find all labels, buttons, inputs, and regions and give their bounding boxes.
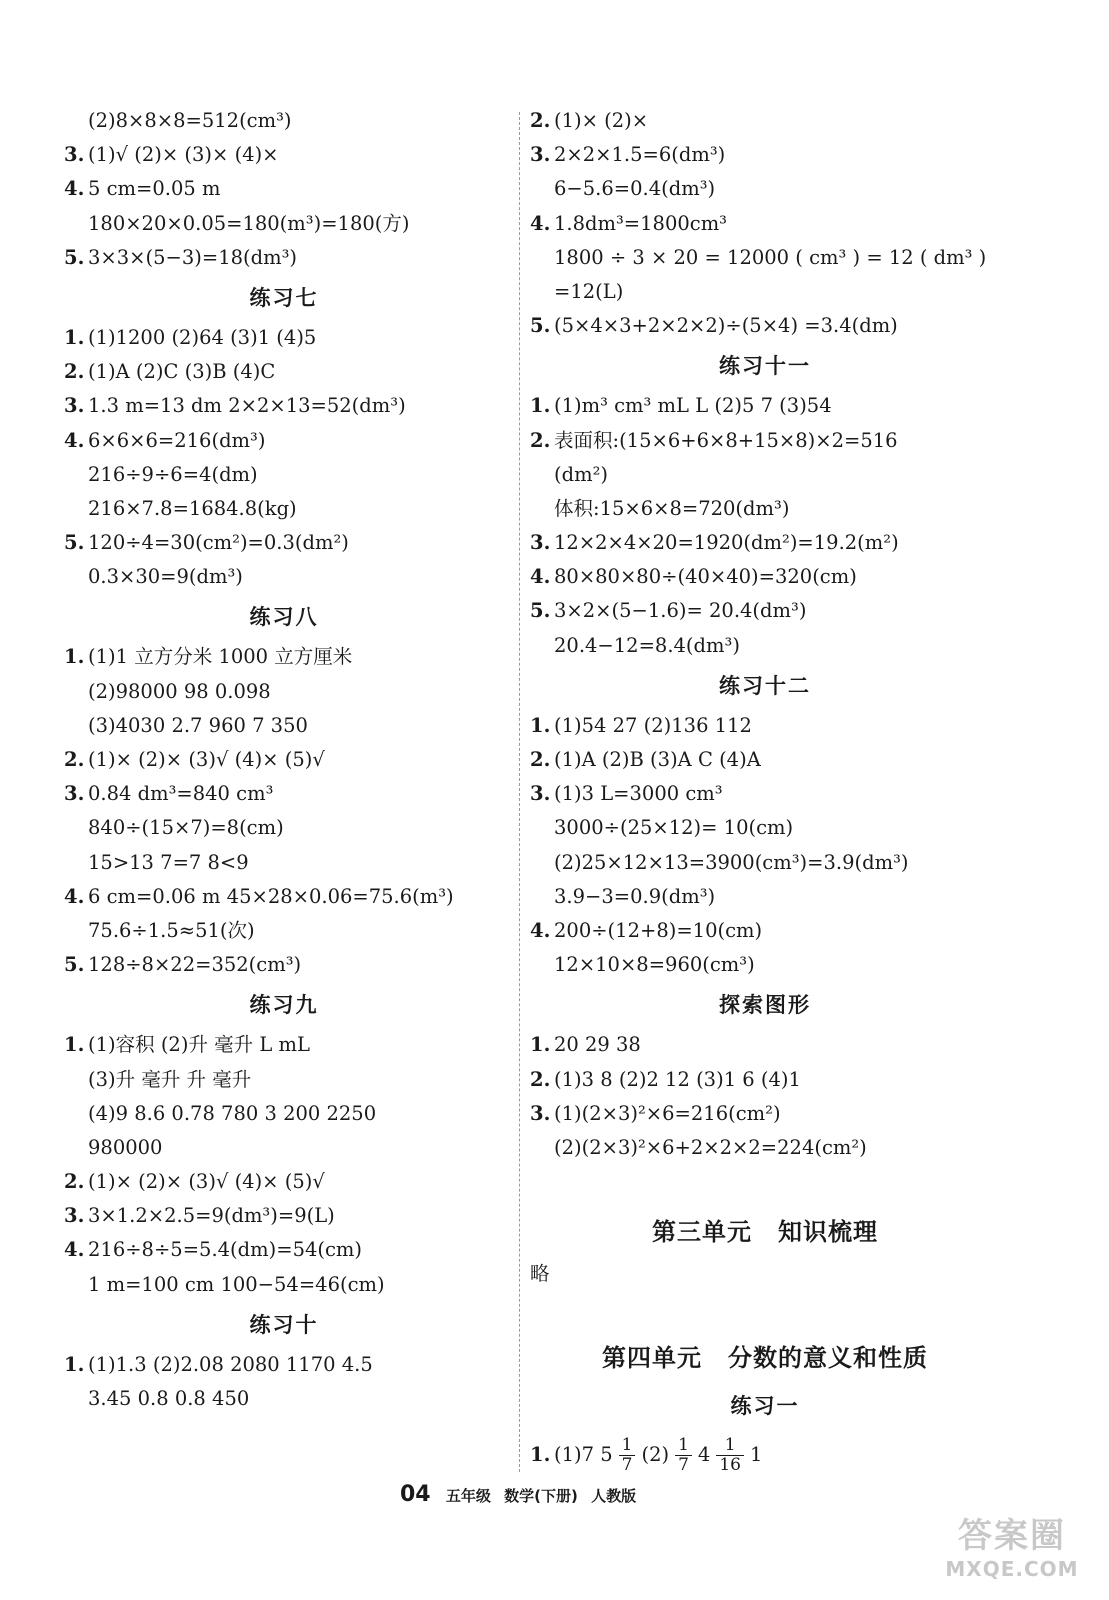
answer-line: 20.4−12=8.4(dm³) xyxy=(554,633,740,657)
answer-line: 1800 ÷ 3 × 20 = 12000 ( cm³ ) = 12 ( dm³ ) xyxy=(554,245,987,269)
answer-line: 75.6÷1.5≈51(次) xyxy=(88,918,255,942)
answer-item xyxy=(530,1028,1000,1062)
answer-item xyxy=(530,526,1000,560)
answer-item xyxy=(64,1348,504,1382)
question-number: 3. xyxy=(530,531,551,555)
answer-line: (4)9 8.6 0.78 780 3 200 2250 xyxy=(88,1101,377,1125)
answer-text: (1)× (2)× xyxy=(554,109,649,132)
question-number: 2. xyxy=(64,1170,85,1194)
answer-item xyxy=(64,355,504,389)
question-number: 1. xyxy=(64,1033,85,1057)
answer-item xyxy=(64,880,504,914)
answer-text: 216÷8÷5=5.4(dm)=54(cm) xyxy=(88,1238,363,1262)
question-number: 1. xyxy=(530,394,551,418)
answer-item xyxy=(64,138,504,172)
answer-item xyxy=(530,777,1000,811)
answer-line: 3.45 0.8 0.8 450 xyxy=(88,1387,250,1410)
question-number: 1. xyxy=(64,325,85,349)
question-number: 4. xyxy=(530,565,551,589)
answer-text: (1)3 8 (2)2 12 (3)1 6 (4)1 xyxy=(554,1067,801,1091)
answer-text: (5×4×3+2×2×2)÷(5×4) =3.4(dm) xyxy=(554,314,898,338)
question-number: 5. xyxy=(64,245,85,269)
answer-item xyxy=(530,560,1000,594)
unit-title xyxy=(530,1333,1000,1383)
answer-item xyxy=(64,640,504,674)
question-number: 4. xyxy=(64,1238,85,1262)
unit-topic: 知识梳理 xyxy=(778,1218,878,1247)
watermark-title: 答案圈 xyxy=(958,1516,1066,1556)
answer-text: 200÷(12+8)=10(cm) xyxy=(554,918,763,942)
question-number: 1. xyxy=(64,645,85,669)
question-number: 5. xyxy=(530,314,551,338)
question-number: 4. xyxy=(64,884,85,908)
answer-line: 180×20×0.05=180(m³)=180(方) xyxy=(88,211,410,235)
question-number: 2. xyxy=(530,109,551,132)
answer-item xyxy=(64,948,504,982)
watermark-url: MXQE.COM xyxy=(945,1557,1079,1581)
question-number: 4. xyxy=(530,918,551,942)
answer-text: 128÷8×22=352(cm³) xyxy=(88,953,302,977)
answer-text: (1)A (2)B (3)A C (4)A xyxy=(554,748,761,771)
question-number: 1. xyxy=(530,1033,551,1057)
column-divider xyxy=(519,112,520,1472)
answer-item xyxy=(530,743,1000,777)
answer-line: (dm²) xyxy=(554,462,609,486)
fraction xyxy=(716,1436,744,1475)
question-number: 1. xyxy=(530,1443,551,1467)
fraction-numerator: 1 xyxy=(619,1436,636,1456)
answer-line: 3000÷(25×12)= 10(cm) xyxy=(554,816,794,840)
unit-topic: 分数的意义和性质 xyxy=(728,1344,928,1373)
question-number: 4. xyxy=(530,211,551,235)
answer-line: 3.9−3=0.9(dm³) xyxy=(554,884,716,908)
question-number: 2. xyxy=(530,1067,551,1091)
footer-grade: 五年级 xyxy=(445,1487,491,1505)
page-number: 04 xyxy=(400,1482,431,1507)
question-number: 3. xyxy=(64,1204,85,1228)
answer-line: 840÷(15×7)=8(cm) xyxy=(88,816,284,840)
answer-item xyxy=(530,138,1000,172)
answer-item xyxy=(530,104,1000,138)
fraction-numerator: 1 xyxy=(716,1436,744,1456)
answer-text: 1.8dm³=1800cm³ xyxy=(554,211,727,235)
answer-line: 980000 xyxy=(88,1135,163,1159)
answer-item xyxy=(64,777,504,811)
watermark-logo xyxy=(937,1508,1087,1586)
answer-text: (1)1 立方分米 1000 立方厘米 xyxy=(88,645,353,669)
spacer xyxy=(530,1165,1000,1207)
answer-text: 1 xyxy=(749,1443,763,1467)
answer-item xyxy=(530,709,1000,743)
answer-item xyxy=(64,241,504,275)
answer-line: (2)8×8×8=512(cm³) xyxy=(88,109,292,132)
answer-item xyxy=(64,389,504,423)
answer-line: 216×7.8=1684.8(kg) xyxy=(88,496,297,520)
answer-text: (1)54 27 (2)136 112 xyxy=(554,713,752,737)
answer-item xyxy=(530,1097,1000,1131)
answer-text: (1)(2×3)²×6=216(cm²) xyxy=(554,1101,781,1125)
question-number: 3. xyxy=(64,782,85,806)
question-number: 3. xyxy=(530,782,551,806)
section-heading: 练习十 xyxy=(249,1312,319,1337)
answer-text: (1)容积 (2)升 毫升 L mL xyxy=(88,1033,310,1057)
section-heading: 练习八 xyxy=(249,605,319,630)
fraction xyxy=(619,1436,636,1475)
question-number: 4. xyxy=(64,428,85,452)
answer-text: (1)3 L=3000 cm³ xyxy=(554,782,723,806)
answer-line: 6−5.6=0.4(dm³) xyxy=(554,177,716,201)
answer-item xyxy=(530,424,1000,458)
unit-title xyxy=(530,1207,1000,1257)
answer-item xyxy=(64,172,504,206)
answer-item xyxy=(530,914,1000,948)
left-column xyxy=(64,104,504,1416)
section-heading: 练习九 xyxy=(249,993,319,1018)
question-number: 5. xyxy=(64,953,85,977)
unit-name: 第三单元 xyxy=(652,1218,752,1247)
answer-text: (1)1200 (2)64 (3)1 (4)5 xyxy=(88,325,317,349)
answer-item xyxy=(64,321,504,355)
fraction-denominator: 16 xyxy=(719,1455,741,1476)
answer-text: 5 cm=0.05 m xyxy=(88,177,221,201)
unit-name: 第四单元 xyxy=(602,1344,702,1373)
answer-text: 3×1.2×2.5=9(dm³)=9(L) xyxy=(88,1204,335,1228)
answer-text: 0.84 dm³=840 cm³ xyxy=(88,782,274,806)
section-heading: 练习十二 xyxy=(719,673,811,698)
question-number: 3. xyxy=(530,1101,551,1125)
section-heading: 练习十一 xyxy=(719,354,811,379)
answer-text: (1)√ (2)× (3)× (4)× xyxy=(88,143,279,167)
answer-item xyxy=(64,743,504,777)
fraction xyxy=(675,1436,692,1475)
question-number: 1. xyxy=(530,713,551,737)
footer-subject: 数学(下册) xyxy=(504,1487,578,1505)
fraction-numerator: 1 xyxy=(675,1436,692,1456)
answer-text: 12×2×4×20=1920(dm²)=19.2(m²) xyxy=(554,531,899,555)
answer-text: (1)A (2)C (3)B (4)C xyxy=(88,360,276,384)
answer-line: 体积:15×6×8=720(dm³) xyxy=(554,496,790,520)
answer-text: 2×2×1.5=6(dm³) xyxy=(554,143,726,167)
answer-line: (2)(2×3)²×6+2×2×2=224(cm²) xyxy=(554,1135,867,1159)
answer-text: (1)1.3 (2)2.08 2080 1170 4.5 xyxy=(88,1352,373,1376)
answer-line: 0.3×30=9(dm³) xyxy=(88,565,243,589)
answer-text: 120÷4=30(cm²)=0.3(dm²) xyxy=(88,531,349,555)
answer-text: (1)× (2)× (3)√ (4)× (5)√ xyxy=(88,1170,325,1194)
question-number: 4. xyxy=(64,177,85,201)
answer-line: (3)升 毫升 升 毫升 xyxy=(88,1067,252,1091)
question-number: 1. xyxy=(64,1352,85,1376)
question-number: 2. xyxy=(64,360,85,384)
answer-item xyxy=(64,1165,504,1199)
answer-item xyxy=(530,594,1000,628)
answer-item xyxy=(530,1429,1000,1481)
answer-item xyxy=(530,389,1000,423)
answer-text: (1)× (2)× (3)√ (4)× (5)√ xyxy=(88,748,325,771)
answer-item xyxy=(530,1063,1000,1097)
question-number: 5. xyxy=(64,531,85,555)
answer-line: (3)4030 2.7 960 7 350 xyxy=(88,713,308,737)
answer-text: 1.3 m=13 dm 2×2×13=52(dm³) xyxy=(88,394,406,418)
section-heading: 练习一 xyxy=(730,1394,800,1419)
answer-line: 15>13 7=7 8<9 xyxy=(88,850,249,874)
answer-text: (2) xyxy=(641,1443,670,1467)
answer-item xyxy=(64,1028,504,1062)
answer-item xyxy=(530,309,1000,343)
answer-line: =12(L) xyxy=(554,279,624,303)
answer-item xyxy=(64,526,504,560)
answer-text: (1)m³ cm³ mL L (2)5 7 (3)54 xyxy=(554,394,832,418)
fraction-denominator: 7 xyxy=(678,1455,689,1476)
spacer xyxy=(530,1291,1000,1333)
answer-text: 80×80×80÷(40×40)=320(cm) xyxy=(554,565,857,589)
question-number: 3. xyxy=(64,394,85,418)
right-column xyxy=(530,104,1000,1481)
answer-item xyxy=(64,424,504,458)
answer-line: 1 m=100 cm 100−54=46(cm) xyxy=(88,1272,385,1296)
answer-line: 216÷9÷6=4(dm) xyxy=(88,462,258,486)
answer-line: (2)25×12×13=3900(cm³)=3.9(dm³) xyxy=(554,850,909,874)
answer-text: (1)7 5 xyxy=(554,1443,613,1467)
question-number: 3. xyxy=(530,143,551,167)
footer-edition: 人教版 xyxy=(591,1487,637,1505)
question-number: 2. xyxy=(530,428,551,452)
section-heading: 探索图形 xyxy=(719,993,811,1018)
page-footer xyxy=(400,1482,644,1507)
answer-text: 3×3×(5−3)=18(dm³) xyxy=(88,245,298,269)
answer-text: 6 cm=0.06 m 45×28×0.06=75.6(m³) xyxy=(88,884,454,908)
answer-line: (2)98000 98 0.098 xyxy=(88,679,271,703)
section-heading: 练习七 xyxy=(249,285,319,310)
answer-text: 表面积:(15×6+6×8+15×8)×2=516 xyxy=(554,428,898,452)
answer-text: 6×6×6=216(dm³) xyxy=(88,428,266,452)
answer-text: 3×2×(5−1.6)= 20.4(dm³) xyxy=(554,599,807,623)
question-number: 2. xyxy=(64,748,85,771)
answer-item xyxy=(64,1199,504,1233)
fraction-denominator: 7 xyxy=(621,1455,633,1476)
question-number: 3. xyxy=(64,143,85,167)
answer-item xyxy=(64,1233,504,1267)
answer-text: 20 29 38 xyxy=(554,1033,641,1057)
answer-item xyxy=(530,207,1000,241)
answer-line: 12×10×8=960(cm³) xyxy=(554,953,755,977)
question-number: 2. xyxy=(530,748,551,771)
question-number: 5. xyxy=(530,599,551,623)
answer-text: 4 xyxy=(697,1443,711,1467)
answer-line: 略 xyxy=(530,1262,550,1286)
